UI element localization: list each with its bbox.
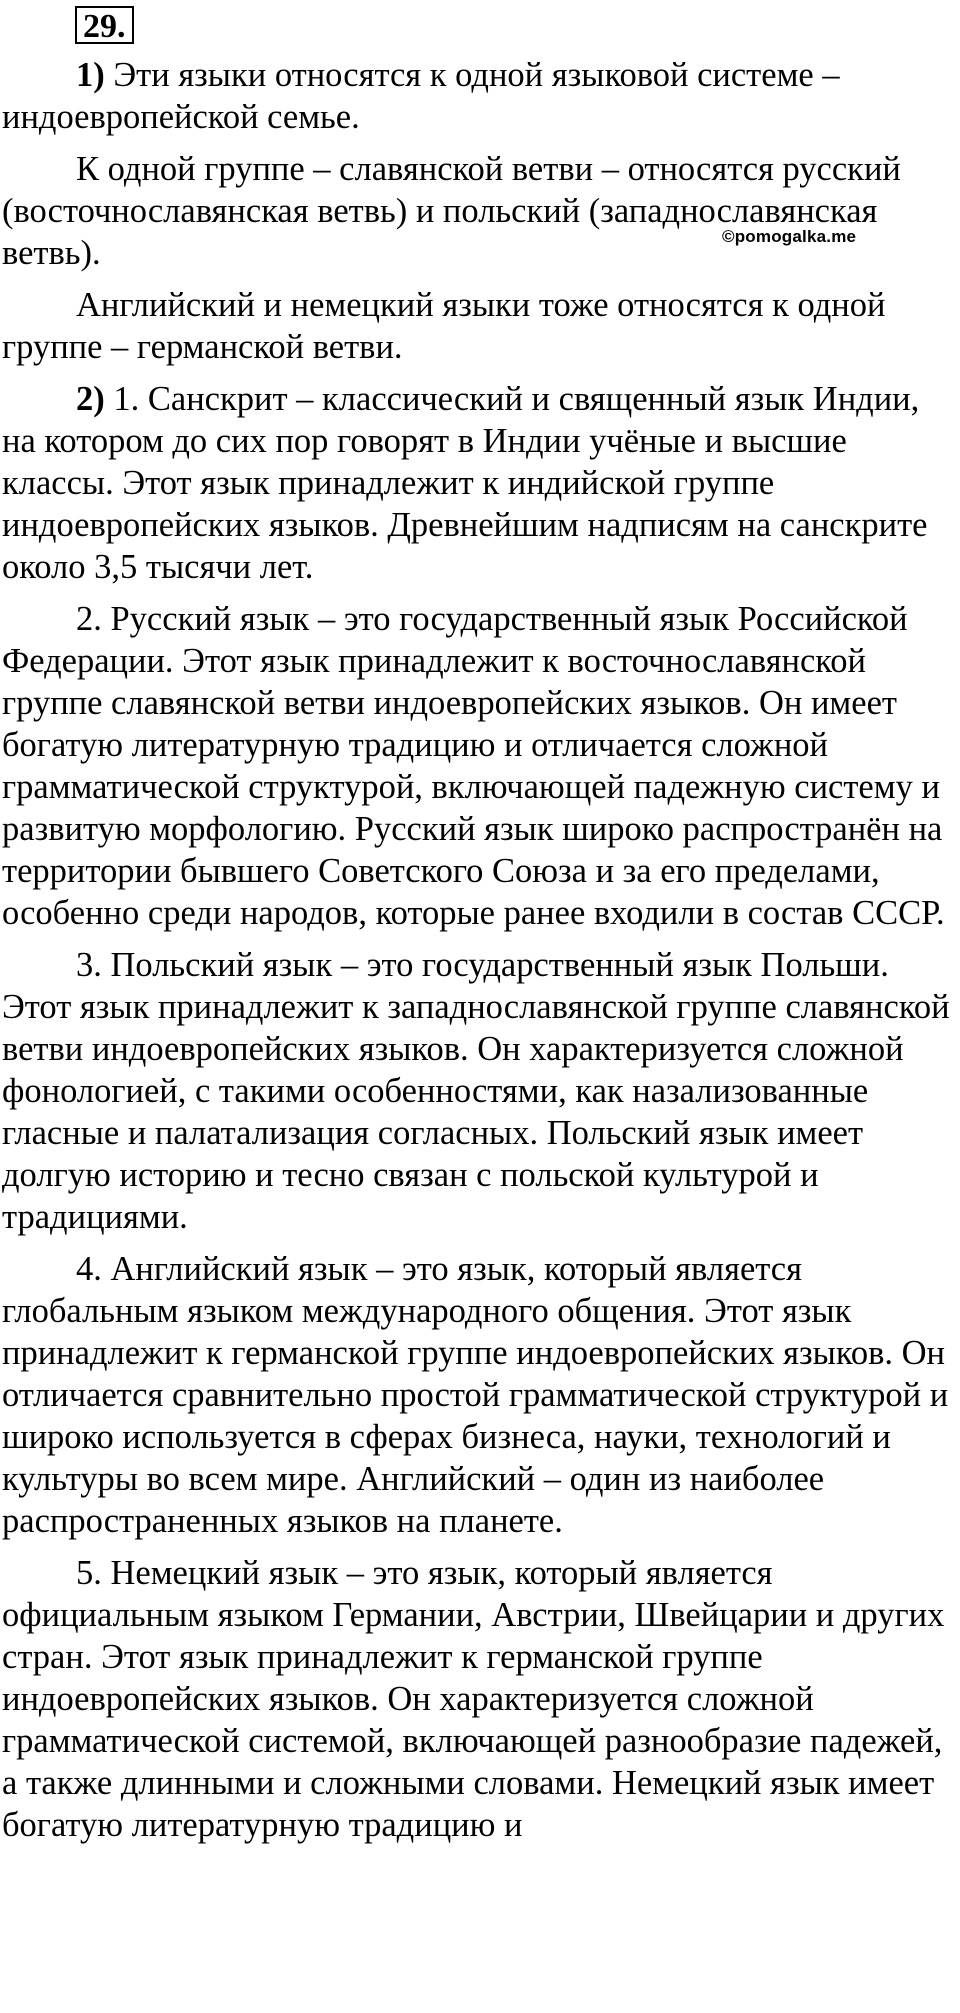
paragraph-2	[2, 148, 957, 274]
paragraph-text: 5. Немецкий язык – это язык, который является официальным языком Германии, Австрии, Швейцарии и других стран. Этот язык принадлежит к германской группе индоевропейских языков. Он характеризуется сложной грамматической системой, включающей разнообразие падежей, а также длинными и сложными словами. Немецкий язык имеет богатую литературную традицию и	[2, 1554, 945, 1844]
paragraph-text: К одной группе – славянской ветви – относятся русский (восточнославянская ветвь) и польский (западнославянская ветвь).	[2, 150, 901, 272]
item-marker: 2)	[76, 380, 105, 418]
paragraph-text: 4. Английский язык – это язык, который является глобальным языком международного общения. Этот язык принадлежит к германской группе индоевропейских языков. Он отличается сравнительно простой грамматической структурой и широко используется в сферах бизнеса, науки, технологий и культуры во всем мире. Английский – один из наиболее распространенных языков на планете.	[2, 1250, 949, 1540]
paragraph-text: 2. Русский язык – это государственный язык Российской Федерации. Этот язык принадлежит к восточнославянской группе славянской ветви индоевропейских языков. Он имеет богатую литературную традицию и отличается сложной грамматической структурой, включающей падежную систему и развитую морфологию. Русский язык широко распространён на территории бывшего Советского Союза и за его пределами, особенно среди народов, которые ранее входили в состав СССР.	[2, 600, 945, 932]
answer-text	[2, 54, 957, 1856]
paragraph-5	[2, 598, 957, 934]
paragraph-4	[2, 378, 957, 588]
paragraph-7	[2, 1248, 957, 1542]
watermark: ©pomogalka.me	[722, 227, 857, 246]
paragraph-1	[2, 54, 957, 138]
item-marker: 1)	[76, 56, 105, 94]
paragraph-text: 1. Санскрит – классический и священный язык Индии, на котором до сих пор говорят в Индии учёные и высшие классы. Этот язык принадлежит к индийской группе индоевропейских языков. Древнейшим надписям на санскрите около 3,5 тысячи лет.	[2, 380, 928, 586]
paragraph-text: Английский и немецкий языки тоже относятся к одной группе – германской ветви.	[2, 286, 886, 366]
paragraph-8	[2, 1552, 957, 1846]
paragraph-text: Эти языки относятся к одной языковой системе – индоевропейской семье.	[2, 56, 840, 136]
paragraph-3	[2, 284, 957, 368]
paragraph-6	[2, 944, 957, 1238]
task-number-badge: 29.	[75, 6, 134, 44]
paragraph-text: 3. Польский язык – это государственный язык Польши. Этот язык принадлежит к западнославянской группе славянской ветви индоевропейских языков. Он характеризуется сложной фонологией, с такими особенностями, как назализованные гласные и палатализация согласных. Польский язык имеет долгую историю и тесно связан с польской культурой и традициями.	[2, 946, 950, 1236]
